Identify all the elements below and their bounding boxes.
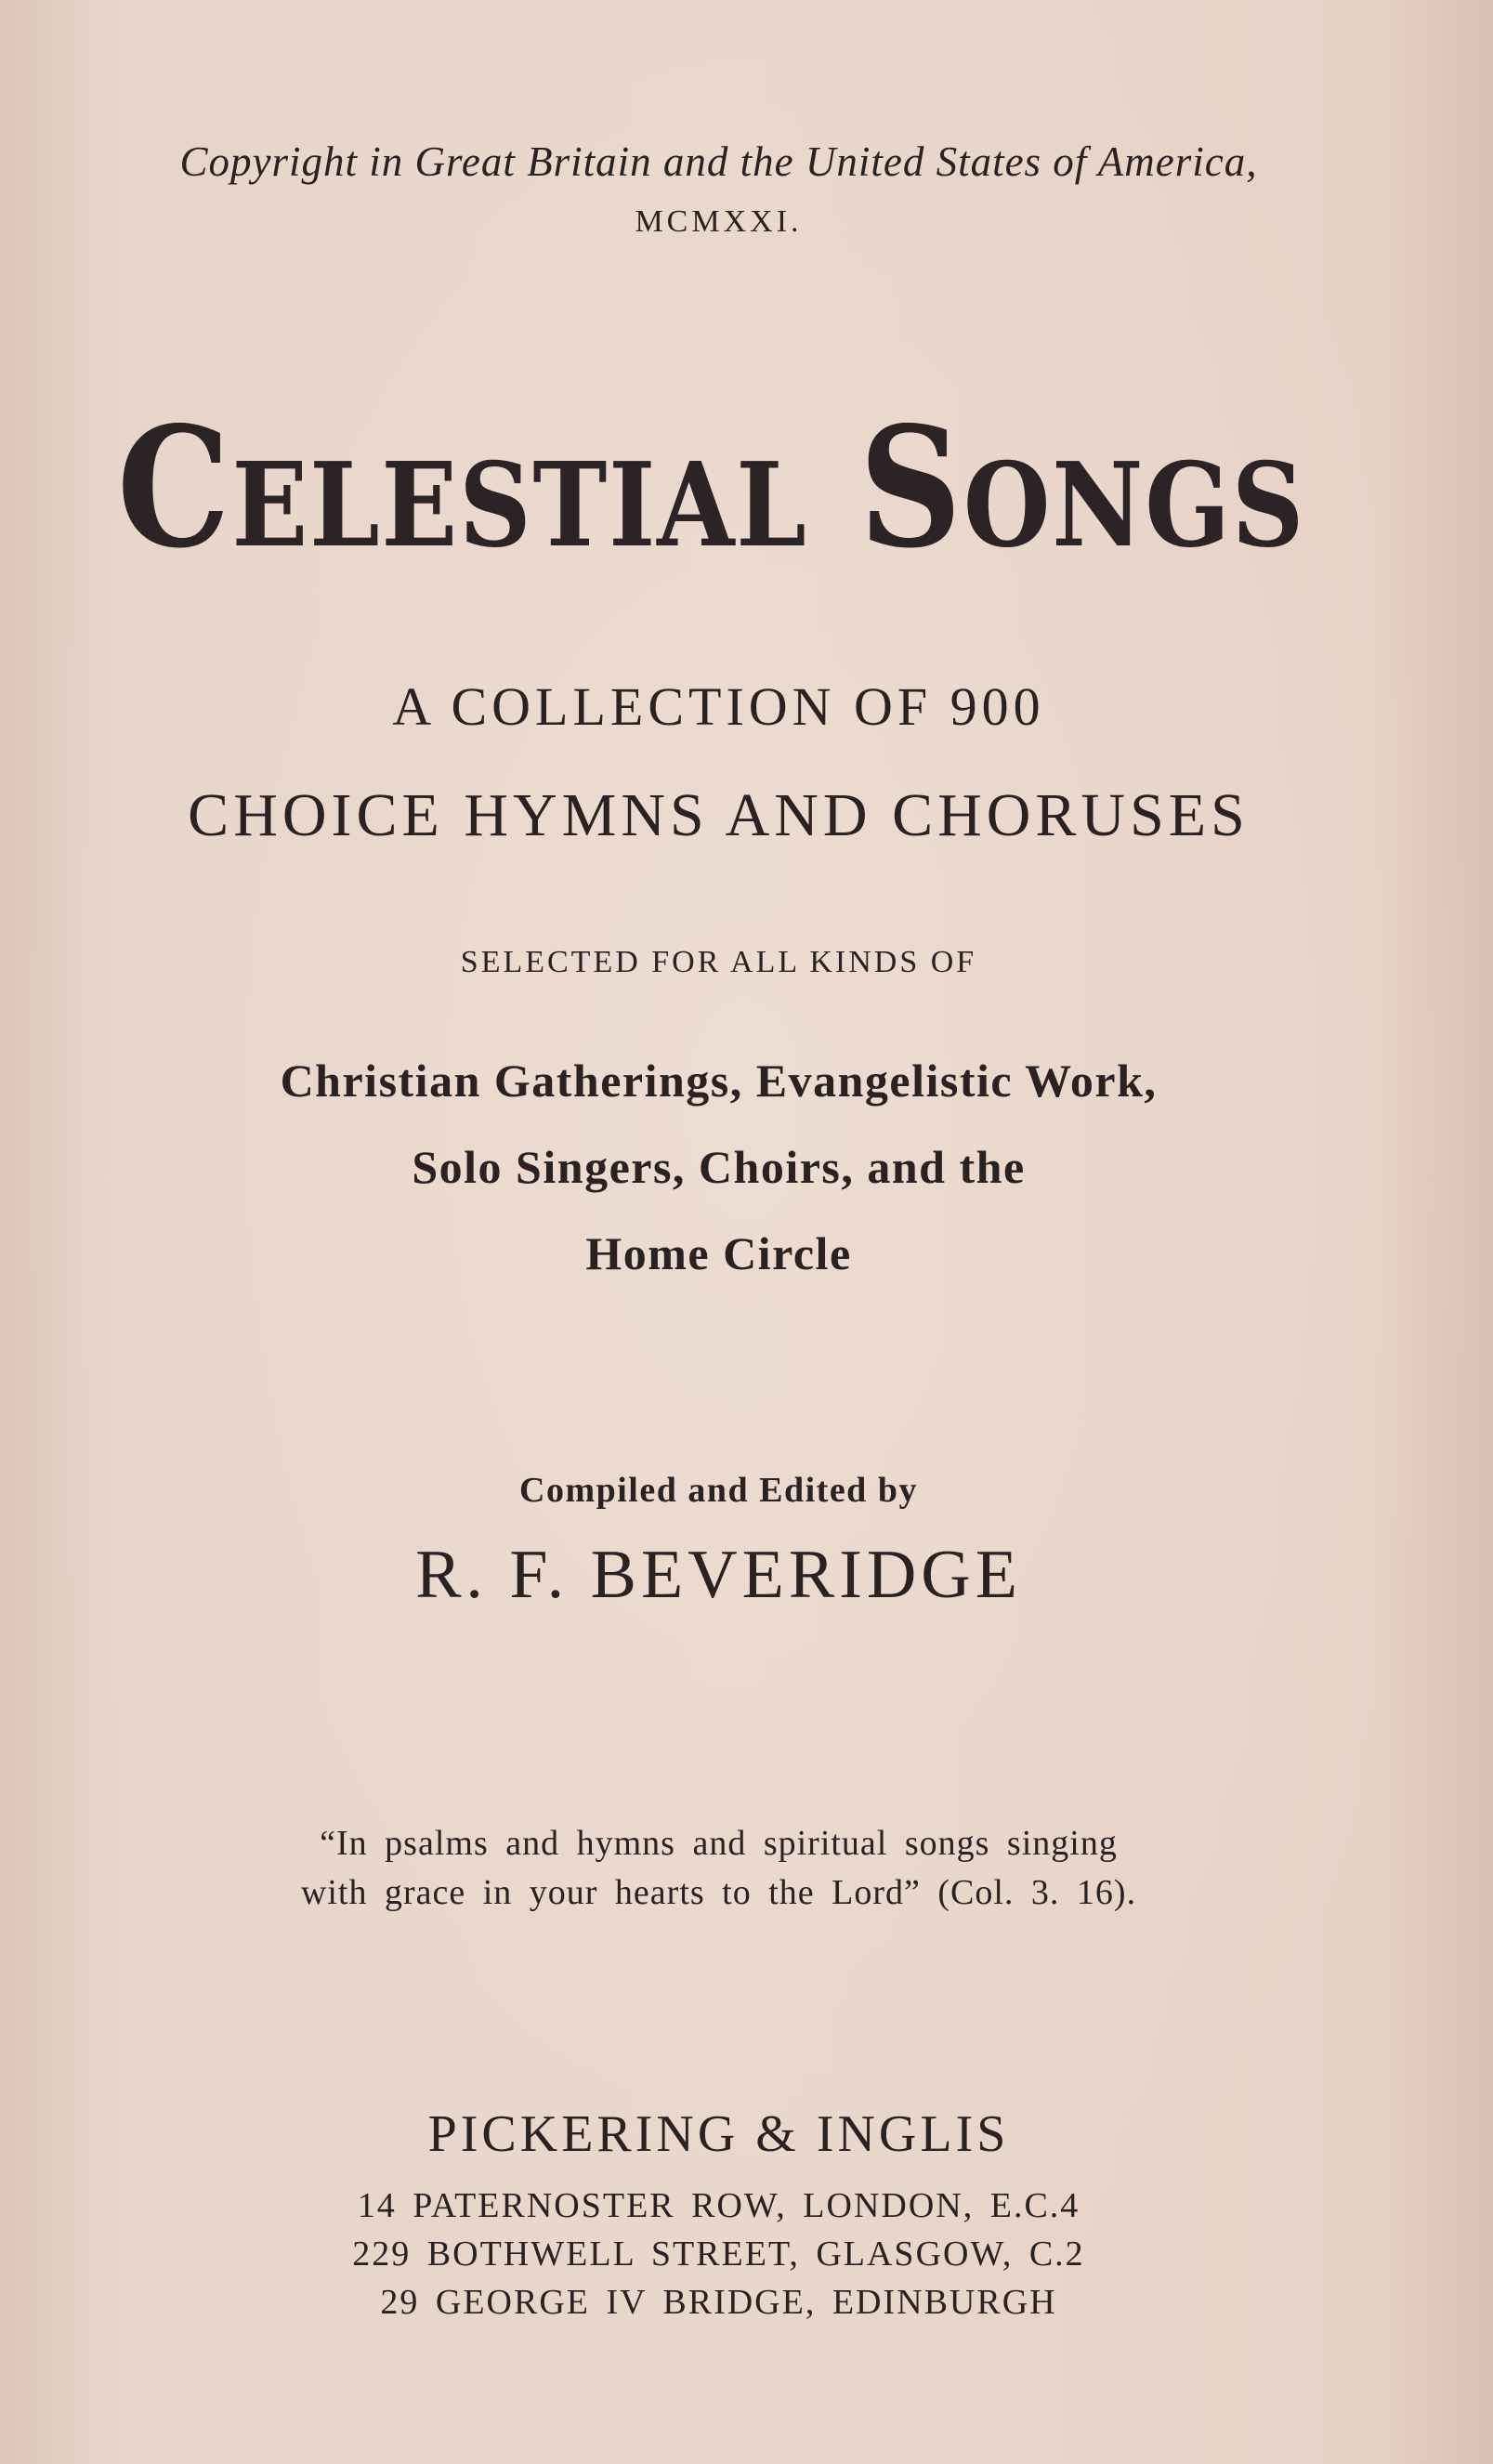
copyright-notice: Copyright in Great Britain and the United States of America, xyxy=(179,138,1258,185)
selected-for-text: SELECTED FOR ALL KINDS OF xyxy=(460,945,977,979)
scripture-quote-line-1: “In psalms and hymns and spiritual songs singing xyxy=(320,1824,1118,1863)
subtitle-line-1: A COLLECTION OF 900 xyxy=(392,676,1045,737)
scripture-quote-line-2: with grace in your hearts to the Lord” (Col. 3. 16). xyxy=(300,1873,1137,1912)
book-title: Celestial Songs xyxy=(116,390,1306,584)
publisher-address-glasgow: 229 BOTHWELL STREET, GLASGOW, C.2 xyxy=(352,2235,1085,2274)
publication-year: MCMXXI. xyxy=(635,204,803,239)
publisher-address-london: 14 PATERNOSTER ROW, LONDON, E.C.4 xyxy=(357,2186,1080,2225)
publisher-name: PICKERING & INGLIS xyxy=(427,2105,1010,2163)
gatherings-line-2: Solo Singers, Choirs, and the xyxy=(412,1141,1026,1193)
editor-name: R. F. BEVERIDGE xyxy=(415,1537,1022,1613)
subtitle-line-2: CHOICE HYMNS AND CHORUSES xyxy=(188,781,1250,849)
gatherings-line-3: Home Circle xyxy=(585,1227,852,1279)
compiled-by-text: Compiled and Edited by xyxy=(519,1471,918,1510)
gatherings-line-1: Christian Gatherings, Evangelistic Work, xyxy=(280,1055,1158,1107)
publisher-address-edinburgh: 29 GEORGE IV BRIDGE, EDINBURGH xyxy=(380,2283,1057,2322)
